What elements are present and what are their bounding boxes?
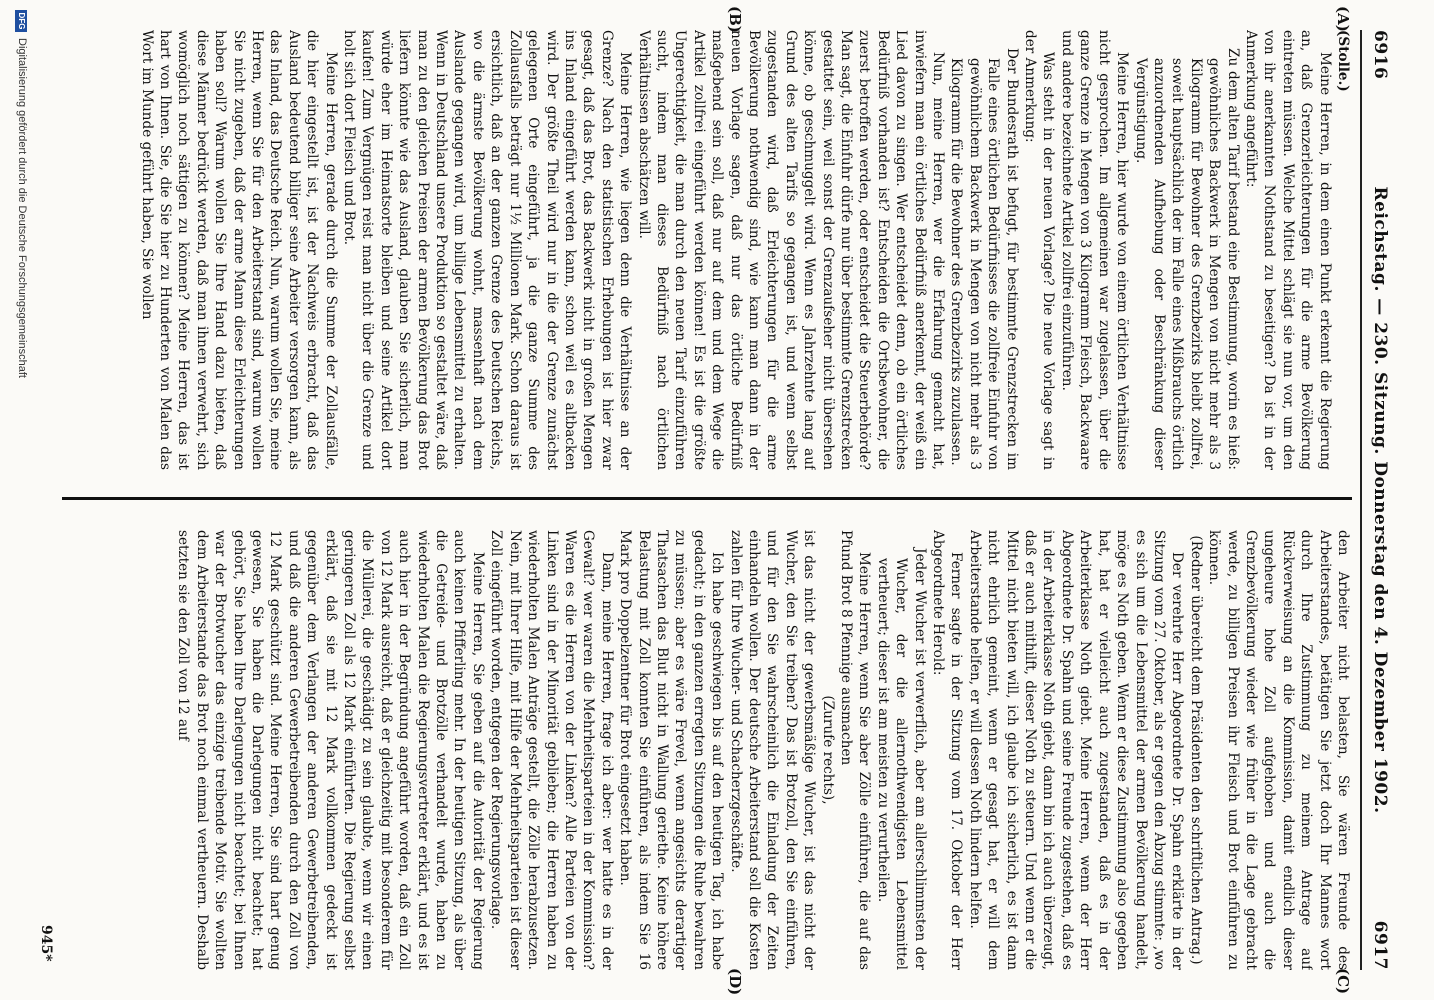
speaker-label: (Stolle.): [1335, 30, 1351, 92]
paragraph: Dann, meine Herren, frage ich aber: wer hatte es in der Gewalt? wer waren die Mehrheitsparteien in der Kommission? Waren es die Herren von der Linken? Alle Parteien von der Linken sind in der Minorität geblieben; die Herren haben zu wiederholten Malen Anträge gestellt, die Zölle herabzusetzen. Nein, mit Ihrer Hilfe, mit Hilfe der Mehrheitsparteien ist dieser Zoll eingeführt worden, entgegen der Regierungsvorlage.: [488, 530, 615, 970]
signature-page-number: 945*: [38, 925, 54, 962]
quoted-paragraph: Der Bundesrath ist befugt, für bestimmte Grenzstrecken im Falle eines örtlichen Bedürfnisses die zollfreie Einfuhr von gewöhnlichem Backwerk in Mengen von nicht mehr als 3 Kilogramm für die Bewohner des Grenzbezirks zuzulassen.: [948, 48, 1020, 470]
dfg-logo: DFG: [15, 10, 27, 32]
margin-marker-b: (B): [726, 6, 744, 33]
paragraph: Meine Herren, hier wurde von einem örtlichen Verhältnisse nicht gesprochen. Im allgemeinen war zugelassen, über die ganze Grenze in Mengen von 3 Kilogramm Fleisch, Backwaare und andere bezeichnete Artikel zollfrei einzuführen.: [1058, 30, 1131, 470]
paragraph: Meine Herren, wie liegen denn die Verhältnisse an der Grenze? Nach den statistischen Erhebungen ist hier zwar gesagt, daß das Brot, das Backwerk nicht in großen Mengen ins Inland eingeführt werden kann, schon weil es altbacken wird. Der größte Theil wird nur in die der Grenze zunächst gelegenen Orte eingeführt, ja die ganze Summe des Zollausfalls beträgt nur 1½ Millionen Mark. Schon daraus ist ersichtlich, daß an der ganzen Grenze des Deutschen Reichs, wo die ärmste Bevölkerung wohnt, massenhaft nach dem Auslande gegangen wird, um billige Lebensmittel zu erhalten. Wenn in Deutschland unsere Produktion so gestaltet wäre, daß man zu den gleichen Preisen der armen Bevölkerung das Brot liefern könnte wie das Ausland, glauben Sie sicherlich, man würde eher im Heimatsorte bleiben und seine Artikel dort kaufen! Zum Vergnügen reist man nicht über die Grenze und holt sich dort Fleisch und Brot.: [341, 30, 634, 470]
page-number-right: 6917: [1370, 920, 1390, 970]
paragraph: Ich habe geschwiegen bis auf den heutigen Tag, ich habe gedacht; in den ganzen erregten Sitzungen die Ruhe bewahren zu müssen; aber es wäre Frevel, wenn angesichts derartiger Thatsachen das Blut nicht in Wallung geriethe. Keine höhere Belastung mit Zoll konnten Sie einführen, als indem Sie 16 Mark pro Doppelzentner für Brot eingesetzt haben.: [617, 530, 726, 970]
paragraph: ist das nicht der gewerbsmäßige Wucher, ist das nicht der Wucher, den Sie treiben? Das ist Brotzoll, den Sie einführen, und für den Sie wahrscheinlich die Einladung der Zeiten einhandeln wollen. Der deutsche Arbeiterstand soll die Kosten zahlen für Ihre Wucher- und Schacherzgeschäfte.: [727, 530, 818, 970]
column-divider: [62, 497, 1352, 500]
quoted-paragraph: Jeder Wucher ist verwerflich, aber am allerschlimmsten der Wucher, der die allernothwendigsten Lebensmittel vertheuert; dieser ist am meisten zu verurtheilen.: [874, 548, 928, 970]
page-number-left: 6916: [1370, 30, 1390, 80]
paragraph: Meine Herren, wenn Sie aber Zölle einführen, die auf das Pfund Brot 8 Pfennige ausmachen: [838, 530, 873, 970]
paragraph: Meine Herren, gerade durch die Summe der Zollausfälle, die hier eingestellt ist, ist der Nachweis erbracht, daß das Ausland bedeutend billiger seine Arbeiter versorgen kann, als das Inland, das Deutsche Reich. Nun, warum wollen Sie, meine Herren, wenn Sie für den Arbeiterstand sind, warum wollen Sie nicht zugeben, daß der arme Mann diese Erleichterungen haben soll? Warum wollen Sie Ihre Hand dazu bieten, daß diese Männer bedrückt werden, daß man ihnen verwehrt, sich womöglich noch sättigen zu können? Meine Herren, das ist hart von Ihnen. Sie, die Sie hier zu Hunderten von Malen das Wort im Munde geführt haben, Sie wollen: [138, 30, 339, 470]
stage-direction: (Redner übereicht dem Präsidenten den schriftlichen Antrag.): [1187, 535, 1204, 965]
interjection: (Zurufe rechts),: [819, 695, 836, 805]
paragraph: Ferner sagte in der Sitzung vom 17. Oktober der Herr Abgeordnete Herold:: [930, 530, 965, 970]
page-header: [1364, 30, 1390, 970]
paragraph: Meine Herren, in dem einen Punkt erkennt die Regierung an, daß Grenzerleichterungen für die arme Bevölkerung eintreten müssen. Welche Mittel schlägt sie nun vor, um den von ihr anerkannten Nothstand zu beseitigen? Da ist in der Anmerkung angeführt:: [1242, 30, 1333, 470]
right-column: [62, 530, 1352, 970]
digitization-footer: [9, 0, 29, 1000]
paragraph: Meine Herren, Sie geben auf die Autorität der Regierung auch keinen Pfifferling mehr. In der heutigen Sitzung, als über die Getreide- und Brotzölle verhandelt wurde, haben zu wiederholten Malen die Regierungsvertreter erklärt, und es ist auch hier in der Begründung angeführt worden, daß ein Zoll von 12 Mark ausreicht, daß er gleichzeitig mit besonderem für die Müllerei, die geschädigt zu sein glaubte, wenn wir einen geringeren Zoll als 12 Mark einführten. Die Regierung selbst erklärt, daß sie mit 12 Mark vollkommen gedeckt ist gegenüber dem Verlangen der anderen Gewerbetreibenden, und daß die anderen Gewerbetreibenden durch den Zoll von 12 Mark geschützt sind. Meine Herren, Sie sind hart genug gewesen, Sie haben die Darlegungen nicht beachtet; hat gehört, Sie haben Ihre Darlegungen nicht beachtet; bei Ihnen war der Brotwucher das einzige treibende Motiv. Sie wollten dem Arbeiterstande das Brot noch einmal vertheuern. Deshalb setzten sie den Zoll von 12 auf: [175, 530, 486, 970]
margin-marker-a: (A): [1334, 6, 1352, 32]
paragraph: Nun, meine Herren, wer die Erfahrung gemacht hat, inwiefern man ein örtliches Bedürfniß anerkennt, der weiß ein Lied davon zu singen. Wer entscheidet denn, ob ein örtliches Bedürfniß vorhanden ist? Entscheiden die Ortsbewohner, die zuerst betroffen werden, oder entscheidet die Steuerbehörde? Man sagt, die Einfuhr dürfe nur über bestimmte Grenzstrecken gestattet sein, weil sonst der Grenzaufseher nicht übersehen könne, ob geschmuggelt wird. Wenn es Jahrzehnte lang auf Grund des alten Tarifs so gegangen ist, und wenn selbst zugestanden wird, daß Erleichterungen für die arme Bevölkerung nothwendig sind, wie kann man dann in der neuen Vorlage sagen, daß nur das örtliche Bedürfniß maßgebend sein soll, daß nur auf dem und dem Wege die Artikel zollfrei eingeführt werden können! Es ist die größte Ungerechtigkeit, die man durch den neuen Tarif einzuführen sucht, indem man dieses Bedürfniß nach örtlichen Verhältnissen abschätzen will.: [635, 30, 947, 470]
paragraph: den Arbeiter nicht belasten, Sie wären Freunde des Arbeiterstandes, betätigen Sie jetzt doch Ihr Mannes wort durch Ihre Zustimmung zu meinem Antrage auf Rückverweisung an die Kommission, damit endlich dieser ungeheure hohe Zoll aufgehoben und auch die Grenzbevölkerung wieder wie früher in die Lage gebracht werde, zu billigen Preisen ihr Fleisch und Brot einführen zu können.: [1206, 530, 1351, 970]
left-column: [62, 30, 1352, 470]
header-title: Reichstag. — 230. Sitzung. Donnerstag den 4. Dezember 1902.: [1370, 186, 1390, 814]
header-rule: [1360, 30, 1362, 970]
quoted-paragraph: Zu dem alten Tarif bestand eine Bestimmung, worin es hieß: gewöhnliches Backwerk in Mengen von nicht mehr als 3 Kilogramm für Bewohner des Grenzbezirks bleibt zollfrei, soweit hauptsächlich der im Falle eines Mißbrauchs örtlich anzuordnenden Aufhebung oder Beschränkung dieser Vergünstigung.: [1132, 48, 1241, 470]
footer-text: Digitalisierung gefördert durch die Deutsche Forschungsgemeinschaft: [16, 38, 28, 378]
paragraph: Der verehrte Herr Abgeordnete Dr. Spahn erklärte in der Sitzung vom 27. Oktober, als er gegen den Abzug stimmte: ,wo es sich um die Lebensmittel der armen Bevölkerung handelt, möge es Noth geben. Wenn er diese Zustimmung also gegeben hat, hat er vielleicht auch zugestanden, daß es in der Arbeiterklasse Noth giebt. Meine Herren, wenn der Herr Abgeordnete Dr. Spahn und seine Freunde zugestehen, daß es in der Arbeiterklasse Noth giebt, dann bin ich auch überzeugt, daß er auch mithilft, dieser Noth zu steuern. Und wenn er die Mittel nicht bieten will, ich glaube ich sicherlich, es ist dann nicht ehrlich gemeint, wenn er gesagt hat, er will dem Arbeiterstande helfen, er will dessen Noth lindern helfen.: [966, 530, 1186, 970]
paragraph: Was steht in der neuen Vorlage? Die neue Vorlage sagt in der Anmerkung:: [1022, 30, 1057, 470]
margin-marker-c: (C): [1334, 968, 1352, 995]
margin-marker-d: (D): [726, 968, 744, 996]
